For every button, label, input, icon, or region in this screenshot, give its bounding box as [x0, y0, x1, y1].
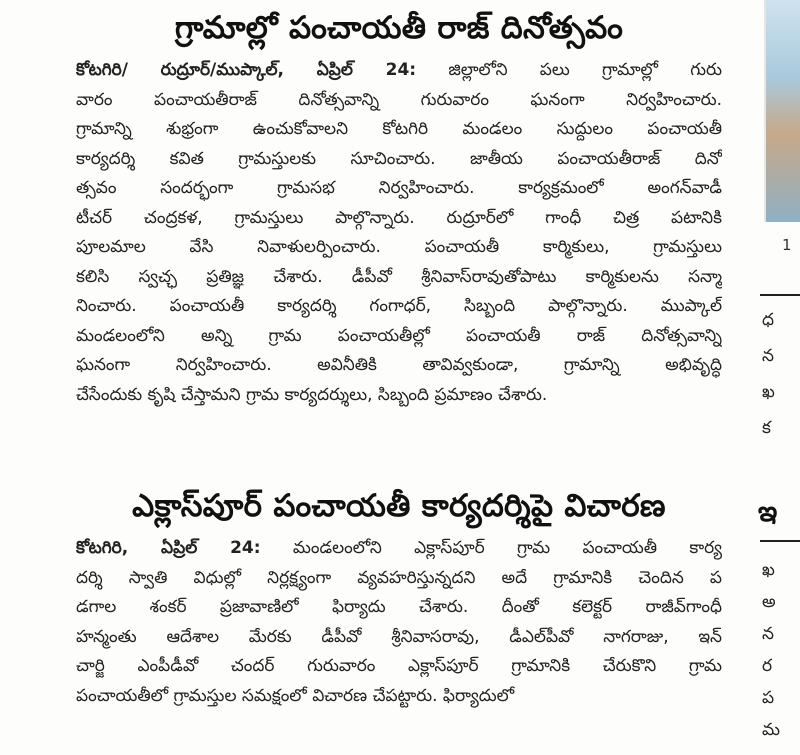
- article-headline: ఎక్లాస్‌పూర్ పంచాయతీ కార్యదర్శిపై విచారణ: [132, 488, 666, 524]
- article-line: త్సవం సందర్భంగా గ్రామసభ నిర్వహించారు. కార్యక్రమంలో అంగన్‌వాడీ: [76, 178, 722, 198]
- article-line: గ్రామాన్ని శుభ్రంగా ఉంచుకోవాలని కోటగిరి మండలం సుద్దులం పంచాయతీ: [76, 119, 722, 139]
- article-line: [76, 534, 722, 564]
- article-line: చార్జి ఎంపీడీవో చందర్ గురువారం ఎక్లాస్‌పూర్ గ్రామానికి చేరుకొని గ్రామ: [76, 656, 722, 676]
- photo-caption: 1: [782, 236, 792, 254]
- text-fragment: ప: [762, 688, 775, 708]
- article-line: చేసేందుకు కృషి చేస్తామని గ్రామ కార్యదర్శులు, సిబ్బంది ప్రమాణం చేశారు.: [76, 384, 548, 405]
- article-line: పంచాయతీలో గ్రామస్తుల సమక్షంలో విచారణ చేపట్టారు. ఫిర్యాదులో: [76, 685, 515, 706]
- article-line: పూలమాల వేసి నివాళులర్పించారు. పంచాయతీ కార్మికులు, గ్రామస్తులు: [76, 237, 722, 257]
- article-panchayat-raj-day: [76, 0, 722, 410]
- text-fragment: ఖ: [762, 382, 775, 402]
- article-line: [76, 56, 722, 86]
- article-line: దర్శి స్వాతి విధుల్లో నిర్లక్ష్యంగా వ్యవహరిస్తున్నదని అదే గ్రామానికి చెందిన ప: [76, 567, 722, 588]
- column-divider: [760, 294, 800, 296]
- article-line-text: మండలంలోని ఎక్లాస్‌పూర్ గ్రామ పంచాయతీ కార్య: [260, 538, 722, 558]
- article-headline: గ్రామాల్లో పంచాయతీ రాజ్ దినోత్సవం: [174, 10, 624, 46]
- article-line: మండలంలోని అన్ని గ్రామ పంచాయతీల్లో పంచాయతీ రాజ్ దినోత్సవాన్ని: [76, 325, 722, 346]
- text-fragment: ధ: [762, 310, 775, 330]
- news-photo: [764, 0, 800, 222]
- article-eklaspur-inquiry: [76, 478, 722, 711]
- column-divider: [760, 540, 800, 542]
- adjacent-headline: ఇ: [758, 495, 778, 528]
- main-column: [76, 0, 722, 755]
- dateline: కోటగిరి/ రుద్రూర్/ముప్కాల్, ఏప్రిల్ 24:: [76, 60, 417, 80]
- article-line: వారం పంచాయతీరాజ్ దినోత్సవాన్ని గురువారం ఘనంగా నిర్వహించారు.: [76, 89, 722, 110]
- text-fragment: ఖ: [762, 560, 775, 580]
- article-line: డగాల శంకర్ ప్రజావాణిలో ఫిర్యాదు చేశారు. దీంతో కలెక్టర్ రాజీవ్‌గాంధీ: [76, 597, 722, 617]
- article-line: టీచర్ చంద్రకళ, గ్రామస్తులు పాల్గొన్నారు. రుద్రూర్‌లో గాంధీ చిత్ర పటానికి: [76, 207, 722, 228]
- adjacent-column: [722, 0, 800, 755]
- article-line: కార్యదర్శి కవిత గ్రామస్తులకు సూచించారు. జాతీయ పంచాయతీరాజ్ దినో: [76, 148, 722, 169]
- article-line-text: జిల్లాలోని పలు గ్రామాల్లో గురు: [416, 60, 722, 80]
- article-line: హన్మంతు ఆదేశాల మేరకు డీపీవో శ్రీనివాసరావు, డీఎల్‌పీవో నాగరాజు, ఇన్: [76, 626, 722, 647]
- article-line: కలిసి స్వచ్ఛ ప్రతిజ్ఞ చేశారు. డీపీవో శ్రీనివాస్‌రావుతోపాటు కార్మికులను సన్మా: [76, 266, 722, 287]
- article-line: నించారు. పంచాయతీ కార్యదర్శి గంగాధర్, సిబ్బంది పాల్గొన్నారు. ముప్కాల్: [76, 296, 722, 316]
- text-fragment: అ: [762, 592, 776, 612]
- text-fragment: క: [762, 418, 771, 438]
- text-fragment: న: [762, 346, 774, 366]
- article-line: ఘనంగా నిర్వహించారు. అవినీతికి తావివ్వకుండా, గ్రామాన్ని అభివృద్ధి: [76, 355, 722, 375]
- text-fragment: న: [762, 624, 774, 644]
- text-fragment: ర: [762, 656, 773, 676]
- text-fragment: మ: [762, 720, 780, 740]
- dateline: కోటగిరి, ఏప్రిల్ 24:: [76, 538, 261, 558]
